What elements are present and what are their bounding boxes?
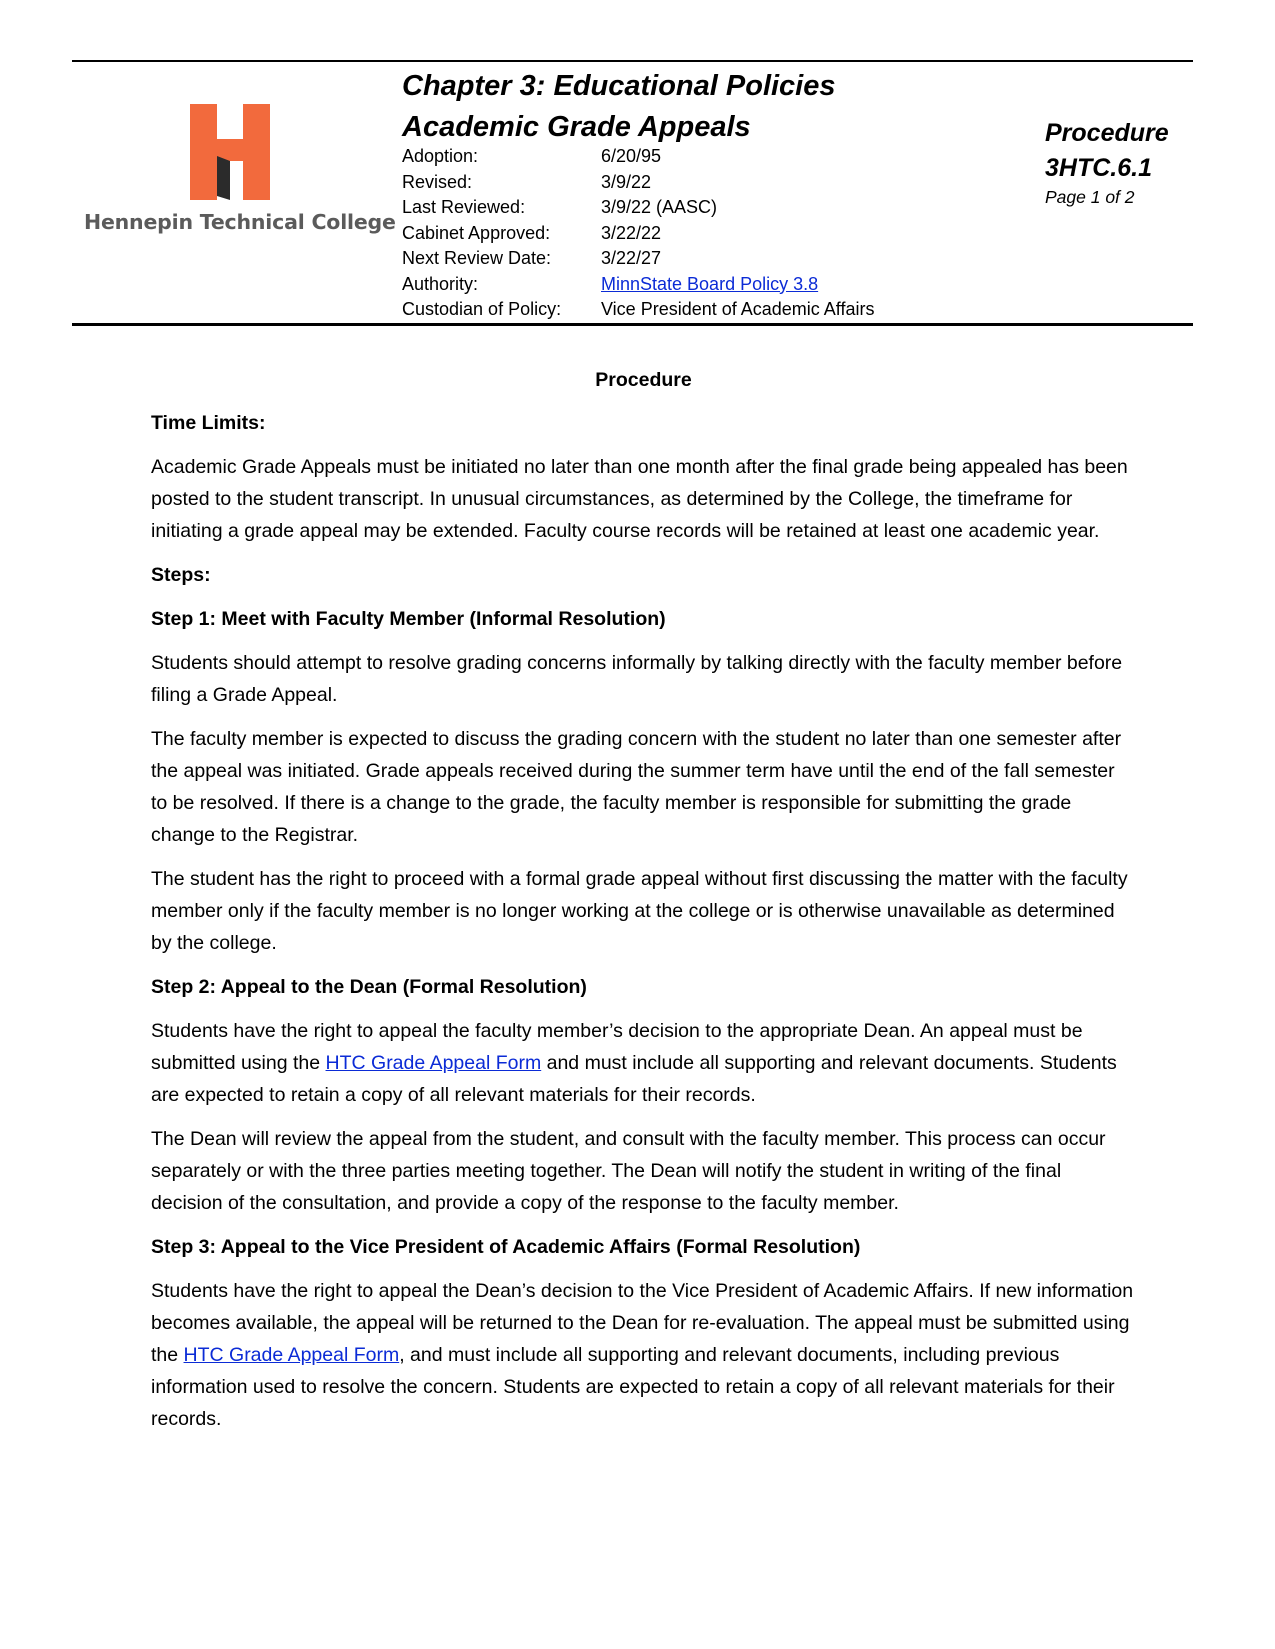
- meta-value: 6/20/95: [601, 146, 662, 166]
- meta-row-cabinet-approved: [402, 223, 874, 249]
- meta-row-revised: [402, 172, 874, 198]
- meta-key: Cabinet Approved:: [402, 222, 551, 243]
- step1-paragraph-1: Students should attempt to resolve grading concerns informally by talking directly with the faculty member before filing a Grade Appeal.: [151, 652, 1123, 706]
- step3-text-before-link: Students have the right to appeal the Dean’s decision to the Vice President of Academic Affairs. If new information becomes available, the appeal will be returned to the Dean for re-evaluation. The appeal must be submitted using the: [151, 1280, 1134, 1366]
- meta-row-custodian: [402, 299, 874, 325]
- step2-text-before-link: Students have the right to appeal the faculty member’s decision to the appropriate Dean. An appeal must be submitted using the: [151, 1020, 1083, 1074]
- college-name: Hennepin Technical College: [84, 210, 396, 234]
- time-limits-paragraph: Academic Grade Appeals must be initiated no later than one month after the final grade being appealed has been posted to the student transcript. In unusual circumstances, as determined by the College, the timeframe for initiating a grade appeal may be extended. Faculty course records will be retained at least one academic year.: [151, 456, 1128, 542]
- document-title: Academic Grade Appeals: [402, 111, 751, 143]
- procedure-body: [151, 365, 1136, 1447]
- header-bottom-rule: [72, 323, 1193, 326]
- step3-text-after-link: , and must include all supporting and relevant documents, including previous information used to resolve the concern. Students are expected to retain a copy of all relevant materials for their records.: [151, 1344, 1115, 1430]
- step3-heading: Step 3: Appeal to the Vice President of Academic Affairs (Formal Resolution): [151, 1236, 861, 1258]
- step3-paragraph-1: [151, 1275, 1136, 1435]
- meta-key: Next Review Date:: [402, 248, 552, 268]
- meta-row-last-reviewed: [402, 197, 874, 223]
- meta-key: Authority:: [402, 273, 479, 294]
- step2-text-after-link: and must include all supporting and relevant documents. Students are expected to retain a copy of all relevant materials for their records.: [151, 1052, 1117, 1106]
- meta-value: Vice President of Academic Affairs: [601, 299, 875, 319]
- meta-value: 3/9/22: [601, 171, 652, 192]
- step2-heading: Step 2: Appeal to the Dean (Formal Resolution): [151, 976, 587, 998]
- meta-row-adoption: [402, 146, 874, 172]
- meta-key: Custodian of Policy:: [402, 299, 562, 319]
- step1-paragraph-3: The student has the right to proceed with a formal grade appeal without first discussing the matter with the faculty member only if the faculty member is no longer working at the college or is otherwise unavailable as determined by the college.: [151, 868, 1128, 954]
- policy-metadata-table: [402, 146, 874, 325]
- grade-appeal-form-link[interactable]: HTC Grade Appeal Form: [325, 1052, 542, 1074]
- procedure-id-block: [1045, 116, 1169, 208]
- meta-row-next-review: [402, 248, 874, 274]
- section-title: Procedure: [595, 369, 692, 391]
- authority-policy-link[interactable]: MinnState Board Policy 3.8: [601, 273, 819, 294]
- college-logo: [80, 104, 396, 244]
- meta-key: Revised:: [402, 171, 473, 192]
- step2-paragraph-2: The Dean will review the appeal from the student, and consult with the faculty member. This process can occur separately or with the three parties meeting together. The Dean will notify the student in writing of the final decision of the consultation, and provide a copy of the response to the faculty member.: [151, 1128, 1106, 1214]
- page-indicator: Page 1 of 2: [1045, 187, 1135, 207]
- time-limits-heading: Time Limits:: [151, 412, 266, 434]
- document-title-block: [402, 66, 836, 148]
- grade-appeal-form-link[interactable]: HTC Grade Appeal Form: [183, 1344, 400, 1366]
- procedure-number: 3HTC.6.1: [1045, 154, 1152, 182]
- meta-value-cell: [601, 274, 874, 300]
- procedure-label: Procedure: [1045, 119, 1169, 147]
- chapter-title: Chapter 3: Educational Policies: [402, 70, 836, 102]
- meta-key: Last Reviewed:: [402, 197, 526, 217]
- meta-key: Adoption:: [402, 146, 479, 166]
- meta-value: 3/22/22: [601, 222, 662, 243]
- step1-heading: Step 1: Meet with Faculty Member (Informal Resolution): [151, 608, 666, 630]
- college-h-logo-icon: [190, 104, 270, 200]
- meta-value: 3/22/27: [601, 248, 662, 268]
- header-top-rule: [72, 60, 1193, 62]
- step1-paragraph-2: The faculty member is expected to discuss the grading concern with the student no later than one semester after the appeal was initiated. Grade appeals received during the summer term have until the end of the fall semester to be resolved. If there is a change to the grade, the faculty member is responsible for submitting the grade change to the Registrar.: [151, 728, 1122, 846]
- steps-heading: Steps:: [151, 564, 211, 586]
- meta-row-authority: [402, 274, 874, 300]
- meta-value: 3/9/22 (AASC): [601, 197, 718, 217]
- step2-paragraph-1: [151, 1015, 1136, 1111]
